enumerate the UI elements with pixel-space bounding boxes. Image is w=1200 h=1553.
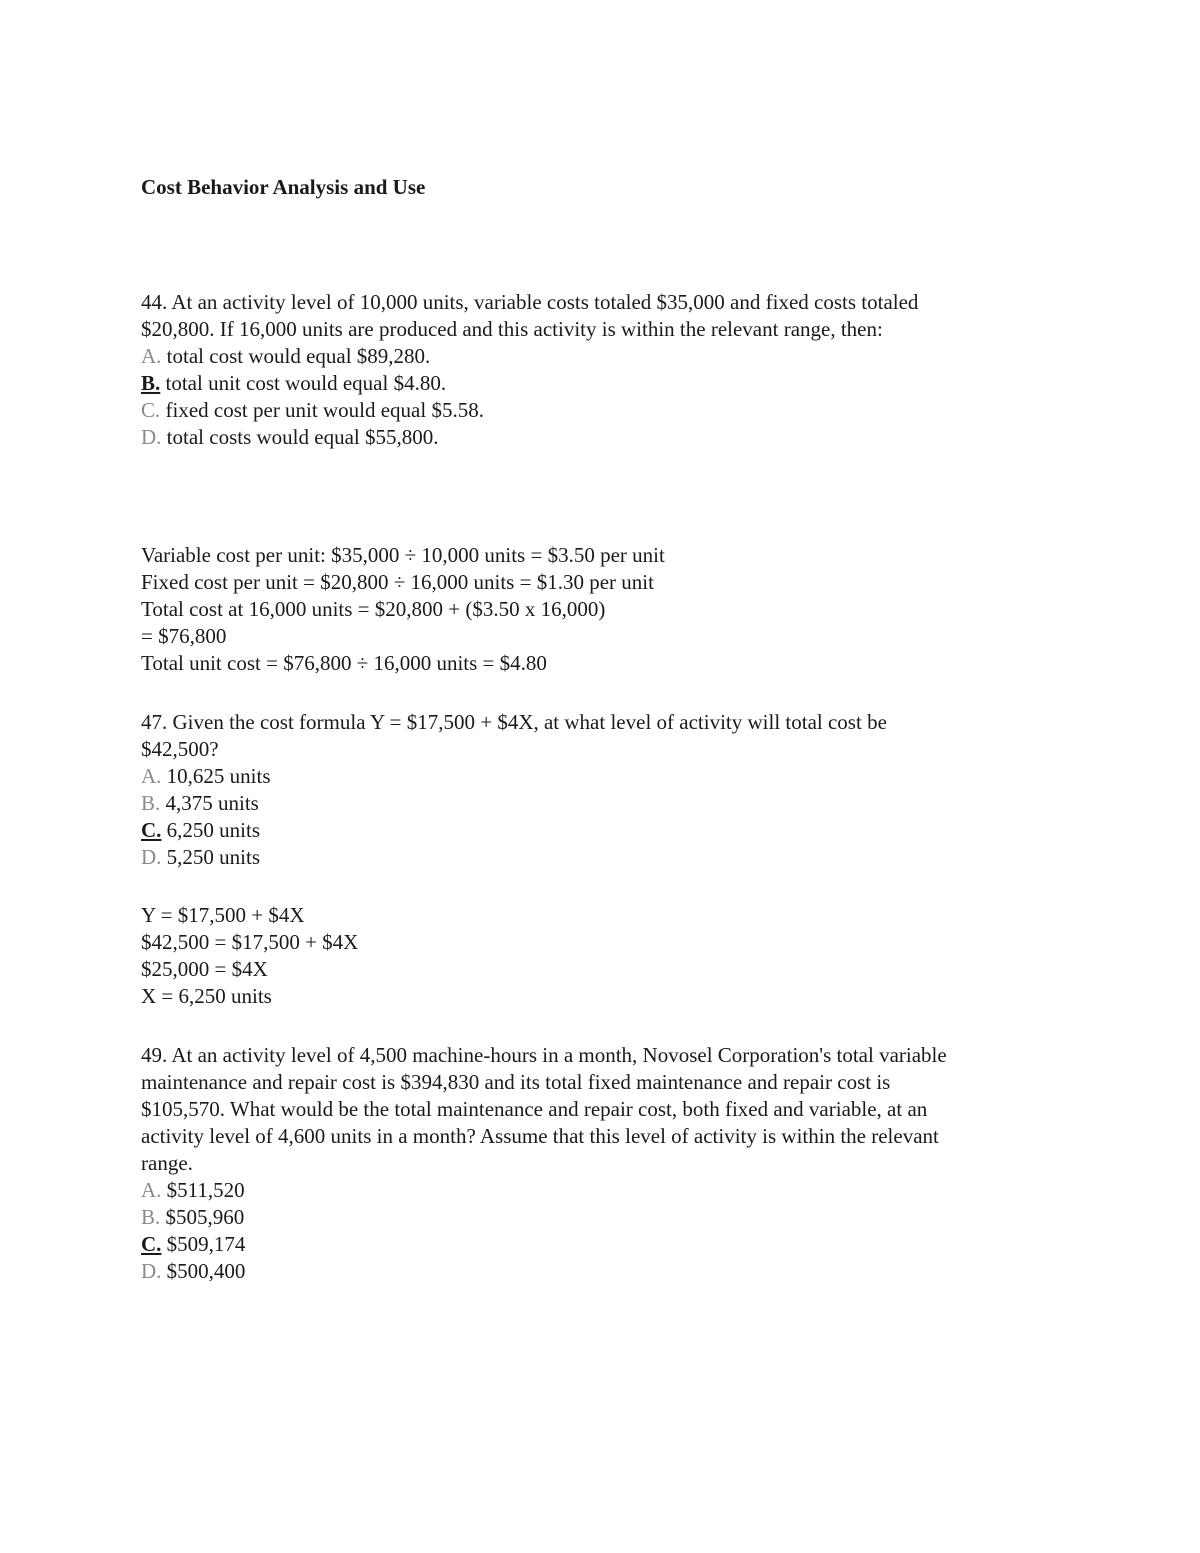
answer-option-a <box>141 343 1071 370</box>
answer-option-a <box>141 1177 1071 1204</box>
option-text: total cost would equal $89,280. <box>166 344 431 368</box>
option-letter: A. <box>141 1178 162 1202</box>
question-stem-line: maintenance and repair cost is $394,830 and its total fixed maintenance and repair cost is <box>141 1070 891 1094</box>
question-stem-line: $42,500? <box>141 737 219 761</box>
option-text: 10,625 units <box>166 764 271 788</box>
answer-option-d <box>141 1258 1071 1285</box>
option-text: $505,960 <box>165 1205 245 1229</box>
option-letter: A. <box>141 344 162 368</box>
question-44 <box>141 289 1071 451</box>
question-49 <box>141 1042 1071 1285</box>
option-text: total costs would equal $55,800. <box>166 425 439 449</box>
option-letter: B. <box>141 1205 161 1229</box>
solution-line: $42,500 = $17,500 + $4X <box>141 930 359 954</box>
answer-option-b <box>141 370 1071 397</box>
option-text: $500,400 <box>166 1259 246 1283</box>
question-stem-line: 47. Given the cost formula Y = $17,500 + $4X, at what level of activity will total cost be <box>141 710 887 734</box>
solution-line: Total cost at 16,000 units = $20,800 + ($3.50 x 16,000) <box>141 597 606 621</box>
solution-44 <box>141 542 1071 677</box>
option-text: 5,250 units <box>166 845 261 869</box>
option-letter: C. <box>141 398 161 422</box>
solution-line: $25,000 = $4X <box>141 957 268 981</box>
option-letter: D. <box>141 1259 162 1283</box>
solution-line: X = 6,250 units <box>141 984 272 1008</box>
answer-option-b <box>141 790 1071 817</box>
option-text: fixed cost per unit would equal $5.58. <box>165 398 484 422</box>
answer-option-a <box>141 763 1071 790</box>
option-letter-correct: B. <box>141 371 161 395</box>
question-47 <box>141 709 1071 871</box>
solution-line: Variable cost per unit: $35,000 ÷ 10,000 units = $3.50 per unit <box>141 543 665 567</box>
answer-option-c <box>141 397 1071 424</box>
solution-line: Fixed cost per unit = $20,800 ÷ 16,000 units = $1.30 per unit <box>141 570 654 594</box>
option-letter: B. <box>141 791 161 815</box>
option-letter: D. <box>141 845 162 869</box>
question-stem-line: $20,800. If 16,000 units are produced and this activity is within the relevant range, then: <box>141 317 883 341</box>
answer-option-d <box>141 424 1071 451</box>
question-stem-line: activity level of 4,600 units in a month? Assume that this level of activity is within the relevant <box>141 1124 939 1148</box>
option-text: total unit cost would equal $4.80. <box>165 371 447 395</box>
option-letter: A. <box>141 764 162 788</box>
question-stem-line: range. <box>141 1151 193 1175</box>
solution-line: Y = $17,500 + $4X <box>141 903 305 927</box>
answer-option-d <box>141 844 1071 871</box>
question-stem-line: 49. At an activity level of 4,500 machine-hours in a month, Novosel Corporation's total variable <box>141 1043 947 1067</box>
solution-47 <box>141 902 1071 1010</box>
answer-option-c <box>141 1231 1071 1258</box>
option-text: $509,174 <box>166 1232 246 1256</box>
option-letter-correct: C. <box>141 1232 162 1256</box>
question-stem-line: 44. At an activity level of 10,000 units, variable costs totaled $35,000 and fixed costs totaled <box>141 290 919 314</box>
option-text: 4,375 units <box>165 791 259 815</box>
option-text: 6,250 units <box>166 818 261 842</box>
solution-line: = $76,800 <box>141 624 227 648</box>
option-text: $511,520 <box>166 1178 245 1202</box>
document-title: Cost Behavior Analysis and Use <box>141 175 426 199</box>
solution-line: Total unit cost = $76,800 ÷ 16,000 units = $4.80 <box>141 651 547 675</box>
option-letter: D. <box>141 425 162 449</box>
question-stem-line: $105,570. What would be the total maintenance and repair cost, both fixed and variable, at an <box>141 1097 928 1121</box>
answer-option-c <box>141 817 1071 844</box>
answer-option-b <box>141 1204 1071 1231</box>
option-letter-correct: C. <box>141 818 162 842</box>
